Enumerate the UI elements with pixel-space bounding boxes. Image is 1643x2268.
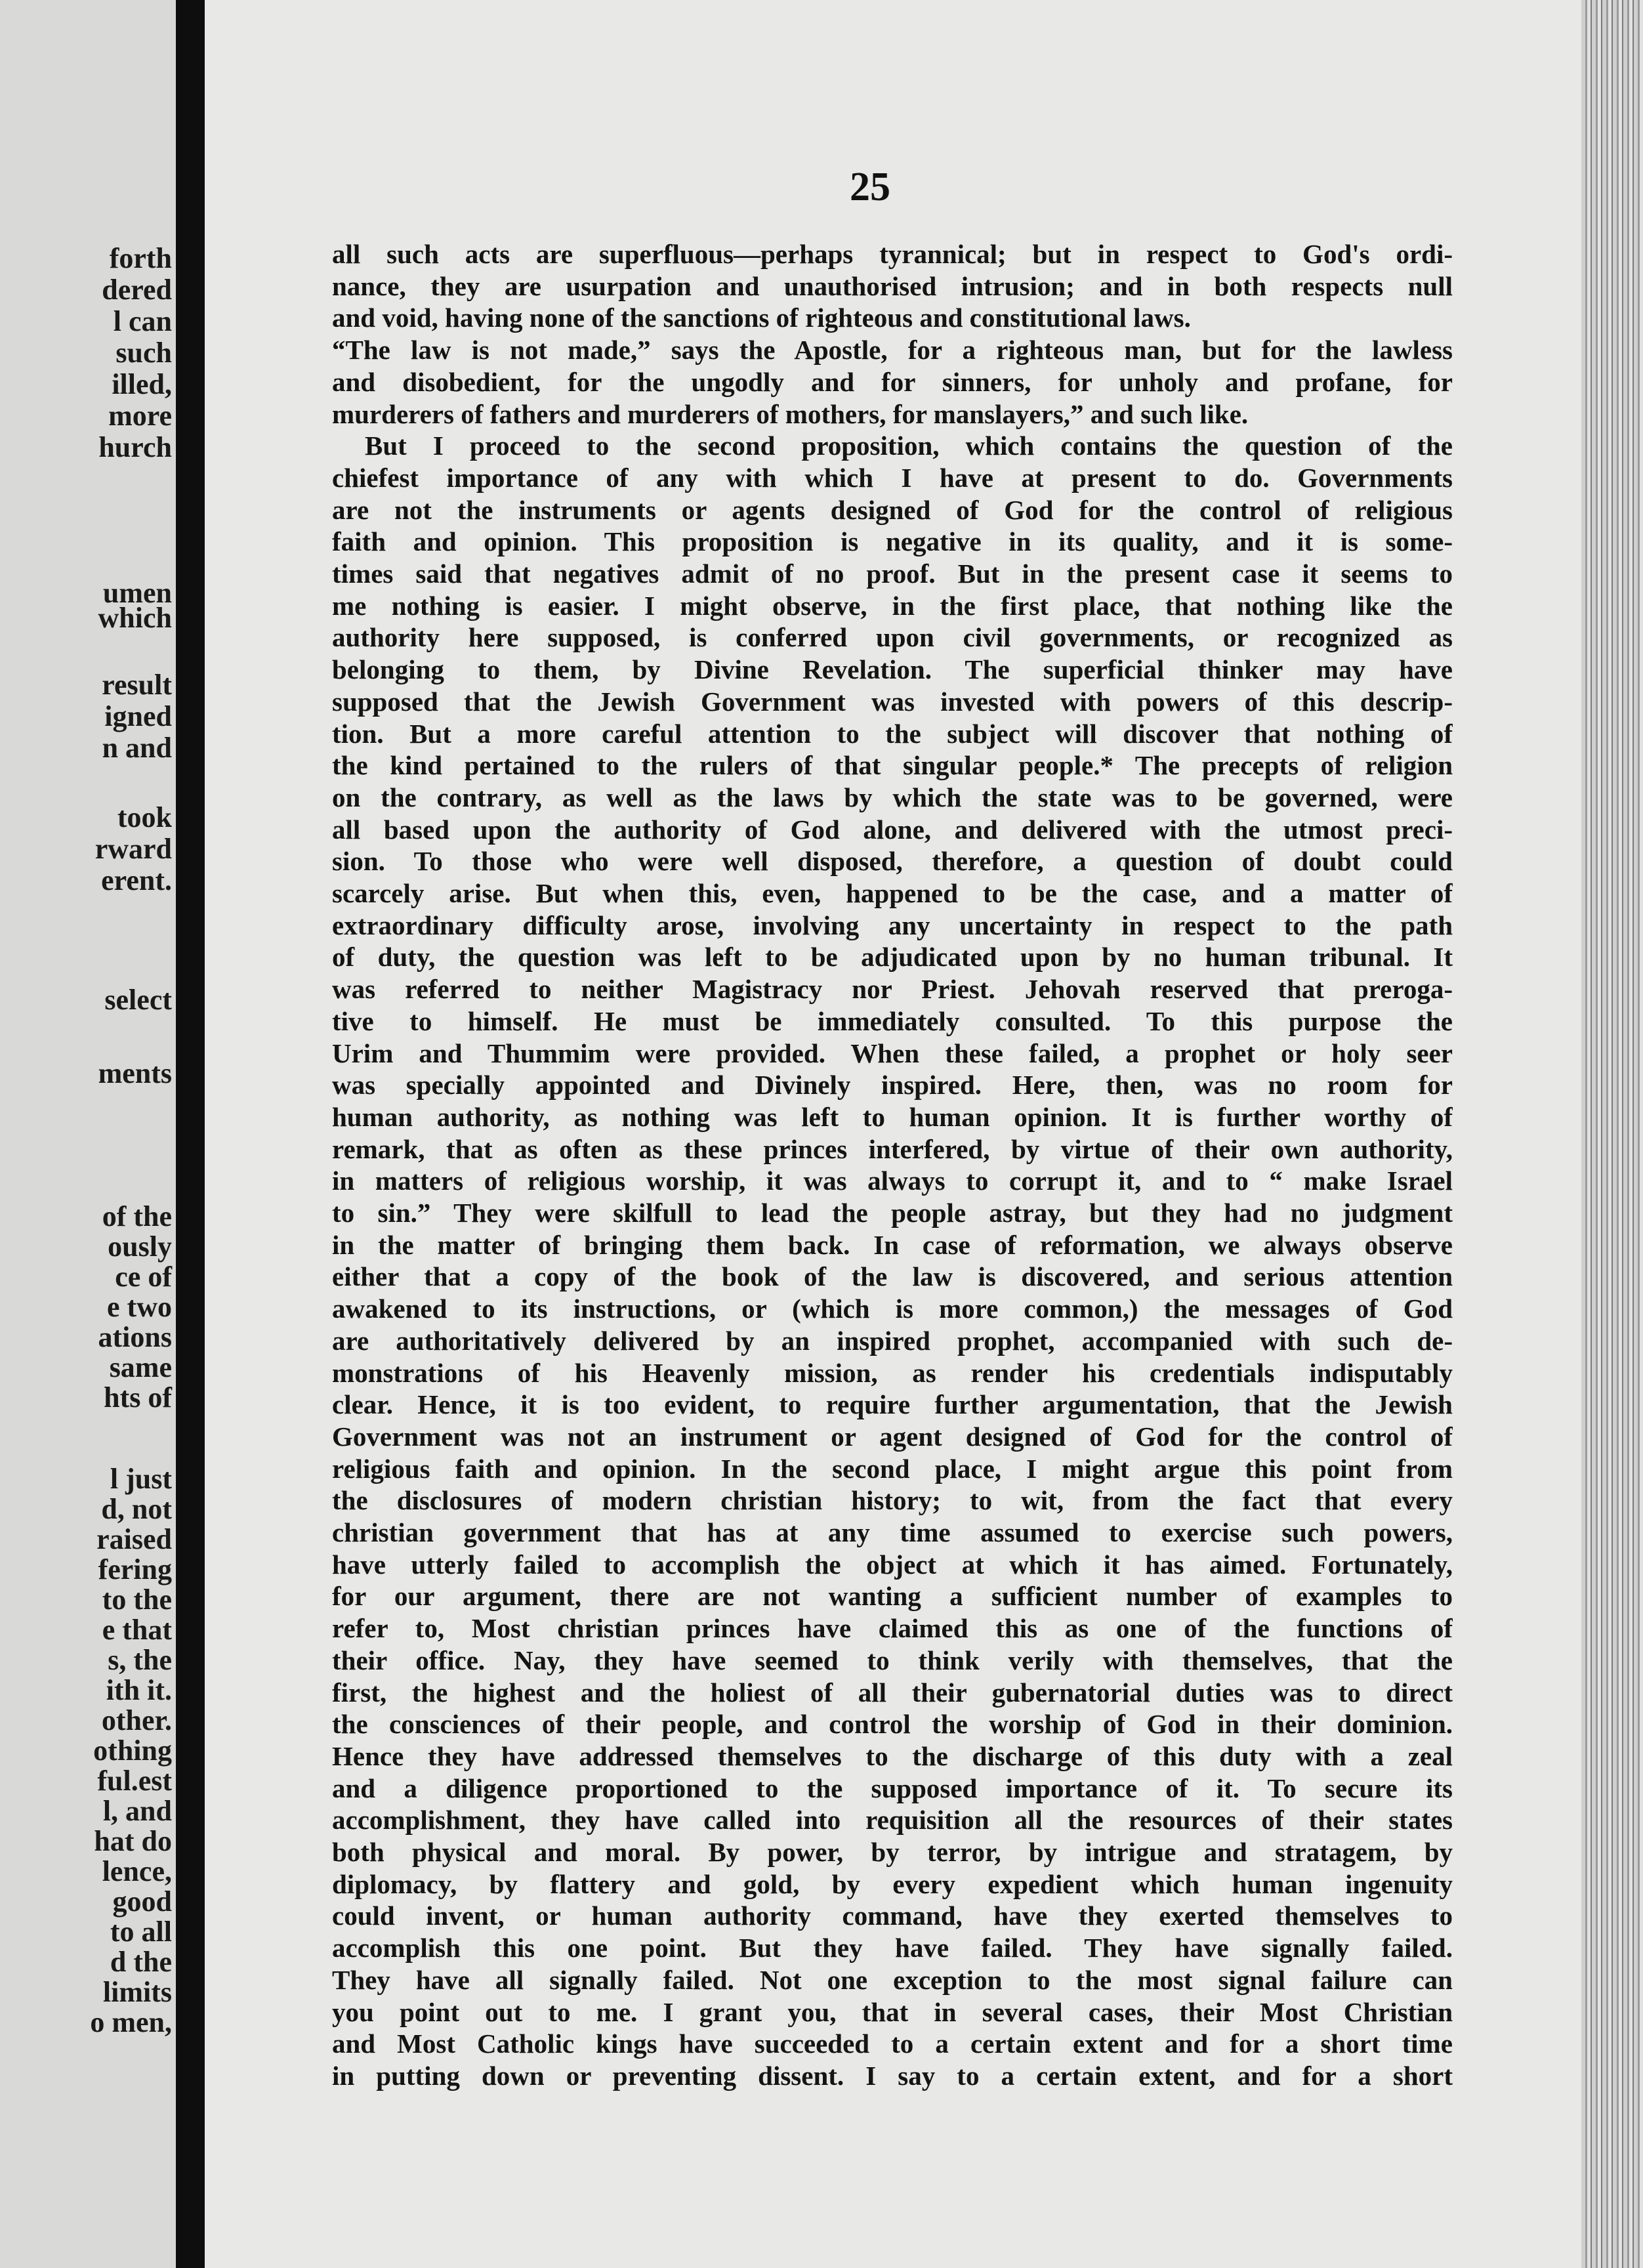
text-line: Urim and Thummim were provided. When these failed, a prophet or holy seer (332, 1038, 1453, 1068)
facing-page-fragment (0, 0, 176, 2268)
facing-page-line: ously (108, 1230, 172, 1263)
text-line: both physical and moral. By power, by terror, by intrigue and stratagem, by (332, 1837, 1453, 1867)
facing-page-line: lence, (102, 1855, 172, 1887)
text-line: christian government that has at any time assumed to exercise such powers, (332, 1517, 1453, 1547)
facing-page-line: l just (110, 1463, 172, 1495)
facing-page-line: n and (102, 732, 172, 764)
facing-page-line: ments (98, 1057, 172, 1089)
text-line: the consciences of their people, and control the worship of God in their dominion. (332, 1709, 1453, 1739)
facing-page-line: fering (98, 1553, 172, 1586)
text-line: their office. Nay, they have seemed to think verily with themselves, that the (332, 1645, 1453, 1675)
text-line: accomplish this one point. But they have failed. They have signally failed. (332, 1933, 1453, 1963)
text-line: clear. Hence, it is too evident, to require further argumentation, that the Jewish (332, 1389, 1453, 1419)
facing-page-line: good (112, 1885, 172, 1918)
text-line: diplomacy, by flattery and gold, by every expedient which human ingenuity (332, 1869, 1453, 1899)
text-line: me nothing is easier. I might observe, in the first place, that nothing like the (332, 591, 1453, 621)
text-line: all based upon the authority of God alone, and delivered with the utmost preci- (332, 814, 1453, 845)
facing-page-line: e two (107, 1291, 172, 1323)
facing-page-line: l can (113, 305, 172, 337)
facing-page-line: to the (102, 1584, 172, 1616)
page-number: 25 (850, 165, 890, 209)
facing-page-line: hurch (98, 431, 172, 463)
text-line: tion. But a more careful attention to the subject will discover that nothing of (332, 719, 1453, 749)
facing-page-line: umen (102, 577, 172, 609)
text-line: and void, having none of the sanctions of righteous and constitutional laws. (332, 303, 1191, 333)
facing-page-line: ith it. (106, 1674, 172, 1706)
facing-page-line: rward (94, 833, 172, 865)
text-line: of duty, the question was left to be adjudicated upon by no human tribunal. It (332, 942, 1453, 972)
facing-page-line: illed, (112, 368, 172, 400)
text-line: They have all signally failed. Not one exception to the most signal failure can (332, 1965, 1453, 1995)
text-line: awakened to its instructions, or (which is more common,) the messages of God (332, 1293, 1453, 1324)
facing-page-line: to all (110, 1916, 172, 1948)
facing-page-line: o men, (90, 2006, 172, 2038)
text-line: human authority, as nothing was left to human opinion. It is further worthy of (332, 1102, 1453, 1132)
text-line: faith and opinion. This proposition is negative in its quality, and it is some- (332, 526, 1453, 556)
facing-page-line: d the (110, 1946, 172, 1978)
text-line: extraordinary difficulty arose, involving any uncertainty in respect to the path (332, 910, 1453, 940)
facing-page-line: dered (102, 274, 172, 306)
text-line: and a diligence proportioned to the supposed importance of it. To secure its (332, 1773, 1453, 1803)
page-edges (1581, 0, 1643, 2268)
facing-page-line: igned (104, 700, 172, 732)
facing-page-line: other. (101, 1704, 172, 1736)
text-line: first, the highest and the holiest of all their gubernatorial duties was to direct (332, 1677, 1453, 1708)
facing-page-line: raised (96, 1523, 172, 1555)
text-line: was specially appointed and Divinely inspired. Here, then, was no room for (332, 1070, 1453, 1100)
facing-page-line: limits (102, 1976, 172, 2008)
book-gutter (176, 0, 205, 2268)
text-line: times said that negatives admit of no proof. But in the present case it seems to (332, 558, 1453, 589)
text-line: are not the instruments or agents designed of God for the control of religious (332, 495, 1453, 525)
text-line: chiefest importance of any with which I have at present to do. Governments (332, 463, 1453, 493)
facing-page-line: more (108, 400, 172, 432)
text-line: religious faith and opinion. In the second place, I might argue this point from (332, 1454, 1453, 1484)
text-line: for our argument, there are not wanting a sufficient number of examples to (332, 1581, 1453, 1611)
facing-page-line: ations (98, 1321, 172, 1353)
facing-page-line: ce of (115, 1261, 172, 1293)
text-line: tive to himself. He must be immediately consulted. To this purpose the (332, 1006, 1453, 1036)
text-line: are authoritatively delivered by an inspired prophet, accompanied with such de- (332, 1326, 1453, 1356)
text-line: all such acts are superfluous—perhaps tyrannical; but in respect to God's ordi- (332, 239, 1453, 269)
text-line: But I proceed to the second proposition, which contains the question of the (365, 430, 1453, 461)
text-line: in matters of religious worship, it was always to corrupt it, and to “ make Israel (332, 1166, 1453, 1196)
facing-page-line: such (115, 337, 172, 369)
text-line: and Most Catholic kings have succeeded to a certain extent and for a short time (332, 2028, 1453, 2059)
text-line: belonging to them, by Divine Revelation. The superficial thinker may have (332, 654, 1453, 684)
text-line: and disobedient, for the ungodly and for sinners, for unholy and profane, for (332, 367, 1453, 397)
text-line: in the matter of bringing them back. In case of reformation, we always observe (332, 1230, 1453, 1260)
text-line: remark, that as often as these princes interfered, by virtue of their own authority, (332, 1134, 1453, 1164)
facing-page-line: forth (109, 242, 172, 274)
text-line: supposed that the Jewish Government was invested with powers of this descrip- (332, 686, 1453, 717)
facing-page-line: hat do (94, 1825, 172, 1857)
text-line: the disclosures of modern christian history; to wit, from the fact that every (332, 1485, 1453, 1515)
text-line: in putting down or preventing dissent. I say to a certain extent, and for a short (332, 2061, 1453, 2091)
facing-page-line: result (102, 669, 172, 701)
text-line: you point out to me. I grant you, that in several cases, their Most Christian (332, 1997, 1453, 2027)
text-line: refer to, Most christian princes have claimed this as one of the functions of (332, 1613, 1453, 1643)
facing-page-line: s, the (108, 1644, 172, 1676)
text-line: accomplishment, they have called into requisition all the resources of their states (332, 1805, 1453, 1835)
text-line: “The law is not made,” says the Apostle, for a righteous man, but for the lawless (332, 335, 1453, 365)
text-line: the kind pertained to the rulers of that singular people.* The precepts of religion (332, 750, 1453, 780)
text-line: monstrations of his Heavenly mission, as render his credentials indisputably (332, 1358, 1453, 1388)
facing-page-line: ful.est (97, 1765, 172, 1797)
facing-page-line: erent. (101, 864, 172, 896)
text-line: to sin.” They were skilfull to lead the people astray, but they had no judgment (332, 1198, 1453, 1228)
text-line: either that a copy of the book of the law is discovered, and serious attention (332, 1261, 1453, 1292)
facing-page-line: of the (102, 1200, 172, 1232)
text-line: on the contrary, as well as the laws by which the state was to be governed, were (332, 782, 1453, 812)
text-line: have utterly failed to accomplish the object at which it has aimed. Fortunately, (332, 1549, 1453, 1580)
text-line: Hence they have addressed themselves to the discharge of this duty with a zeal (332, 1741, 1453, 1771)
facing-page-line: select (104, 984, 172, 1016)
facing-page-line: hts of (104, 1381, 172, 1414)
facing-page-line: othing (93, 1734, 172, 1767)
facing-page-line: took (117, 801, 172, 833)
facing-page-line: d, not (101, 1493, 172, 1525)
text-line: nance, they are usurpation and unauthorised intrusion; and in both respects null (332, 271, 1453, 301)
text-line: Government was not an instrument or agent designed of God for the control of (332, 1421, 1453, 1452)
text-line: scarcely arise. But when this, even, happened to be the case, and a matter of (332, 878, 1453, 908)
text-line: authority here supposed, is conferred upon civil governments, or recognized as (332, 622, 1453, 652)
text-line: sion. To those who were well disposed, therefore, a question of doubt could (332, 846, 1453, 876)
facing-page-line: which (98, 602, 172, 634)
text-line: murderers of fathers and murderers of mothers, for manslayers,” and such like. (332, 399, 1249, 429)
text-line: could invent, or human authority command, have they exerted themselves to (332, 1900, 1453, 1931)
facing-page-line: e that (102, 1614, 172, 1646)
facing-page-line: l, and (102, 1795, 172, 1827)
text-line: was referred to neither Magistracy nor Priest. Jehovah reserved that preroga- (332, 974, 1453, 1004)
facing-page-line: same (109, 1351, 172, 1383)
